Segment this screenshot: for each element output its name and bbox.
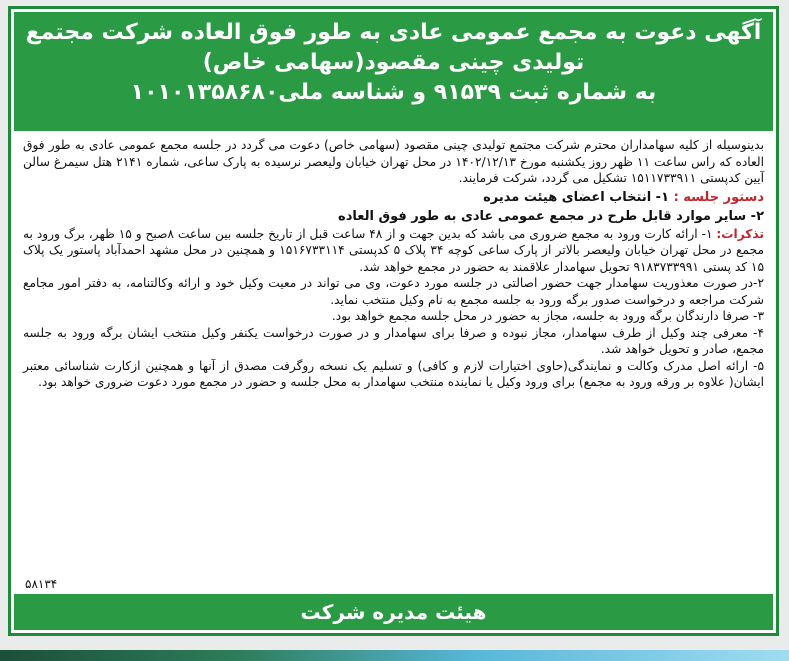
agenda-line-1: [23, 190, 764, 207]
header-line-2: تولیدی چینی مقصود(سهامی خاص): [202, 50, 585, 75]
signature-footer: هیئت مدیره شرکت: [14, 594, 773, 630]
agenda-item-1: ۱- انتخاب اعضای هیئت مدیره: [483, 189, 670, 205]
notes-label: تذکرات:: [716, 226, 765, 241]
decorative-banner-strip: [0, 650, 789, 661]
note-5: ۵- ارائه اصل مدرک وکالت و نمایندگی(حاوی اختیارات لازم و کافی) و تسلیم یک نسخه روگرفت مصدق از آنها و همچنین ازکارت شناسائی معتبر ایشان( علاوه بر ورقه ورود به مجمع) برای ورود وکیل یا نماینده منتخب سهامدار به محل جلسه و حضور در مجمع مورد دعوت ضروری خواهد بود.: [23, 358, 764, 389]
note-4: ۴- معرفی چند وکیل از طرف سهامدار، مجاز نبوده و صرفا برای سهامدار و در صورت درخواست یکنفر وکیل منتخب ایشان برگه ورود به جلسه مجمع، صادر و تحویل خواهد شد.: [23, 325, 764, 356]
intro-paragraph: بدینوسیله از کلیه سهامداران محترم شرکت مجتمع تولیدی چینی مقصود (سهامی خاص) دعوت می گردد در جلسه مجمع عمومی عادی به طور فوق العاده که راس ساعت ۱۱ ظهر روز یکشنبه مورخ ۱۴۰۲/۱۲/۱۳ در محل تهران خیابان ولیعصر نرسیده به پارک ساعی، شماره ۲۱۴۱ هتل سیمرغ سالن آیین کدپستی ۱۵۱۱۷۳۳۹۱۱ تشکیل می گردد، شرکت فرمایند.: [23, 138, 765, 185]
notice-body: [23, 137, 764, 391]
notice-header: [14, 12, 773, 131]
note-1: [23, 226, 764, 276]
ad-code: ۵۸۱۳۴: [25, 577, 58, 591]
notes-section: [23, 226, 764, 391]
header-line-3: به شماره ثبت ۹۱۵۳۹ و شناسه ملی۱۰۱۰۱۳۵۸۶۸۰: [130, 80, 657, 105]
note-2: ۲-در صورت معذوریت سهامدار جهت حضور اصالتی در جلسه مورد دعوت، وی می تواند در معیت وکیل خود و ارائه وکالتنامه، به دفتر امور مجامع شرکت مراجعه و درخواست صدور برگه ورود به جلسه مجمع به نام وکیل منتخب نماید.: [23, 276, 764, 307]
note-1-text: ۱- ارائه کارت ورود به مجمع ضروری می باشد که بدین جهت و از ۴۸ ساعت قبل از تاریخ جلسه بین ساعت ۸صبح و ۱۵ ظهر، برگ ورود به مجمع در محل تهران خیابان ولیعصر بالاتر از پارک ساعی کوچه ۳۴ پلاک ۵ کدپستی ۱۵۱۶۷۳۳۱۱۴ و همچنین در محل مشهد احمدآباد پاستور یک پلاک ۱۵ کد پستی ۹۱۸۳۷۳۳۹۹۱ تحویل سهامدار علاقمند به حضور در مجمع خواهد شد.: [23, 226, 764, 274]
header-line-1: آگهی دعوت به مجمع عمومی عادی به طور فوق العاده شرکت مجتمع: [25, 20, 762, 45]
notice-ad: [8, 6, 779, 636]
agenda-label: دستور جلسه :: [673, 189, 764, 205]
agenda-item-2: ۲- سایر موارد قابل طرح در مجمع عمومی عادی به طور فوق العاده: [338, 209, 764, 224]
note-3: ۳- صرفا دارندگان برگه ورود به جلسه، مجاز به حضور در محل جلسه مجمع خواهد بود.: [331, 309, 764, 323]
